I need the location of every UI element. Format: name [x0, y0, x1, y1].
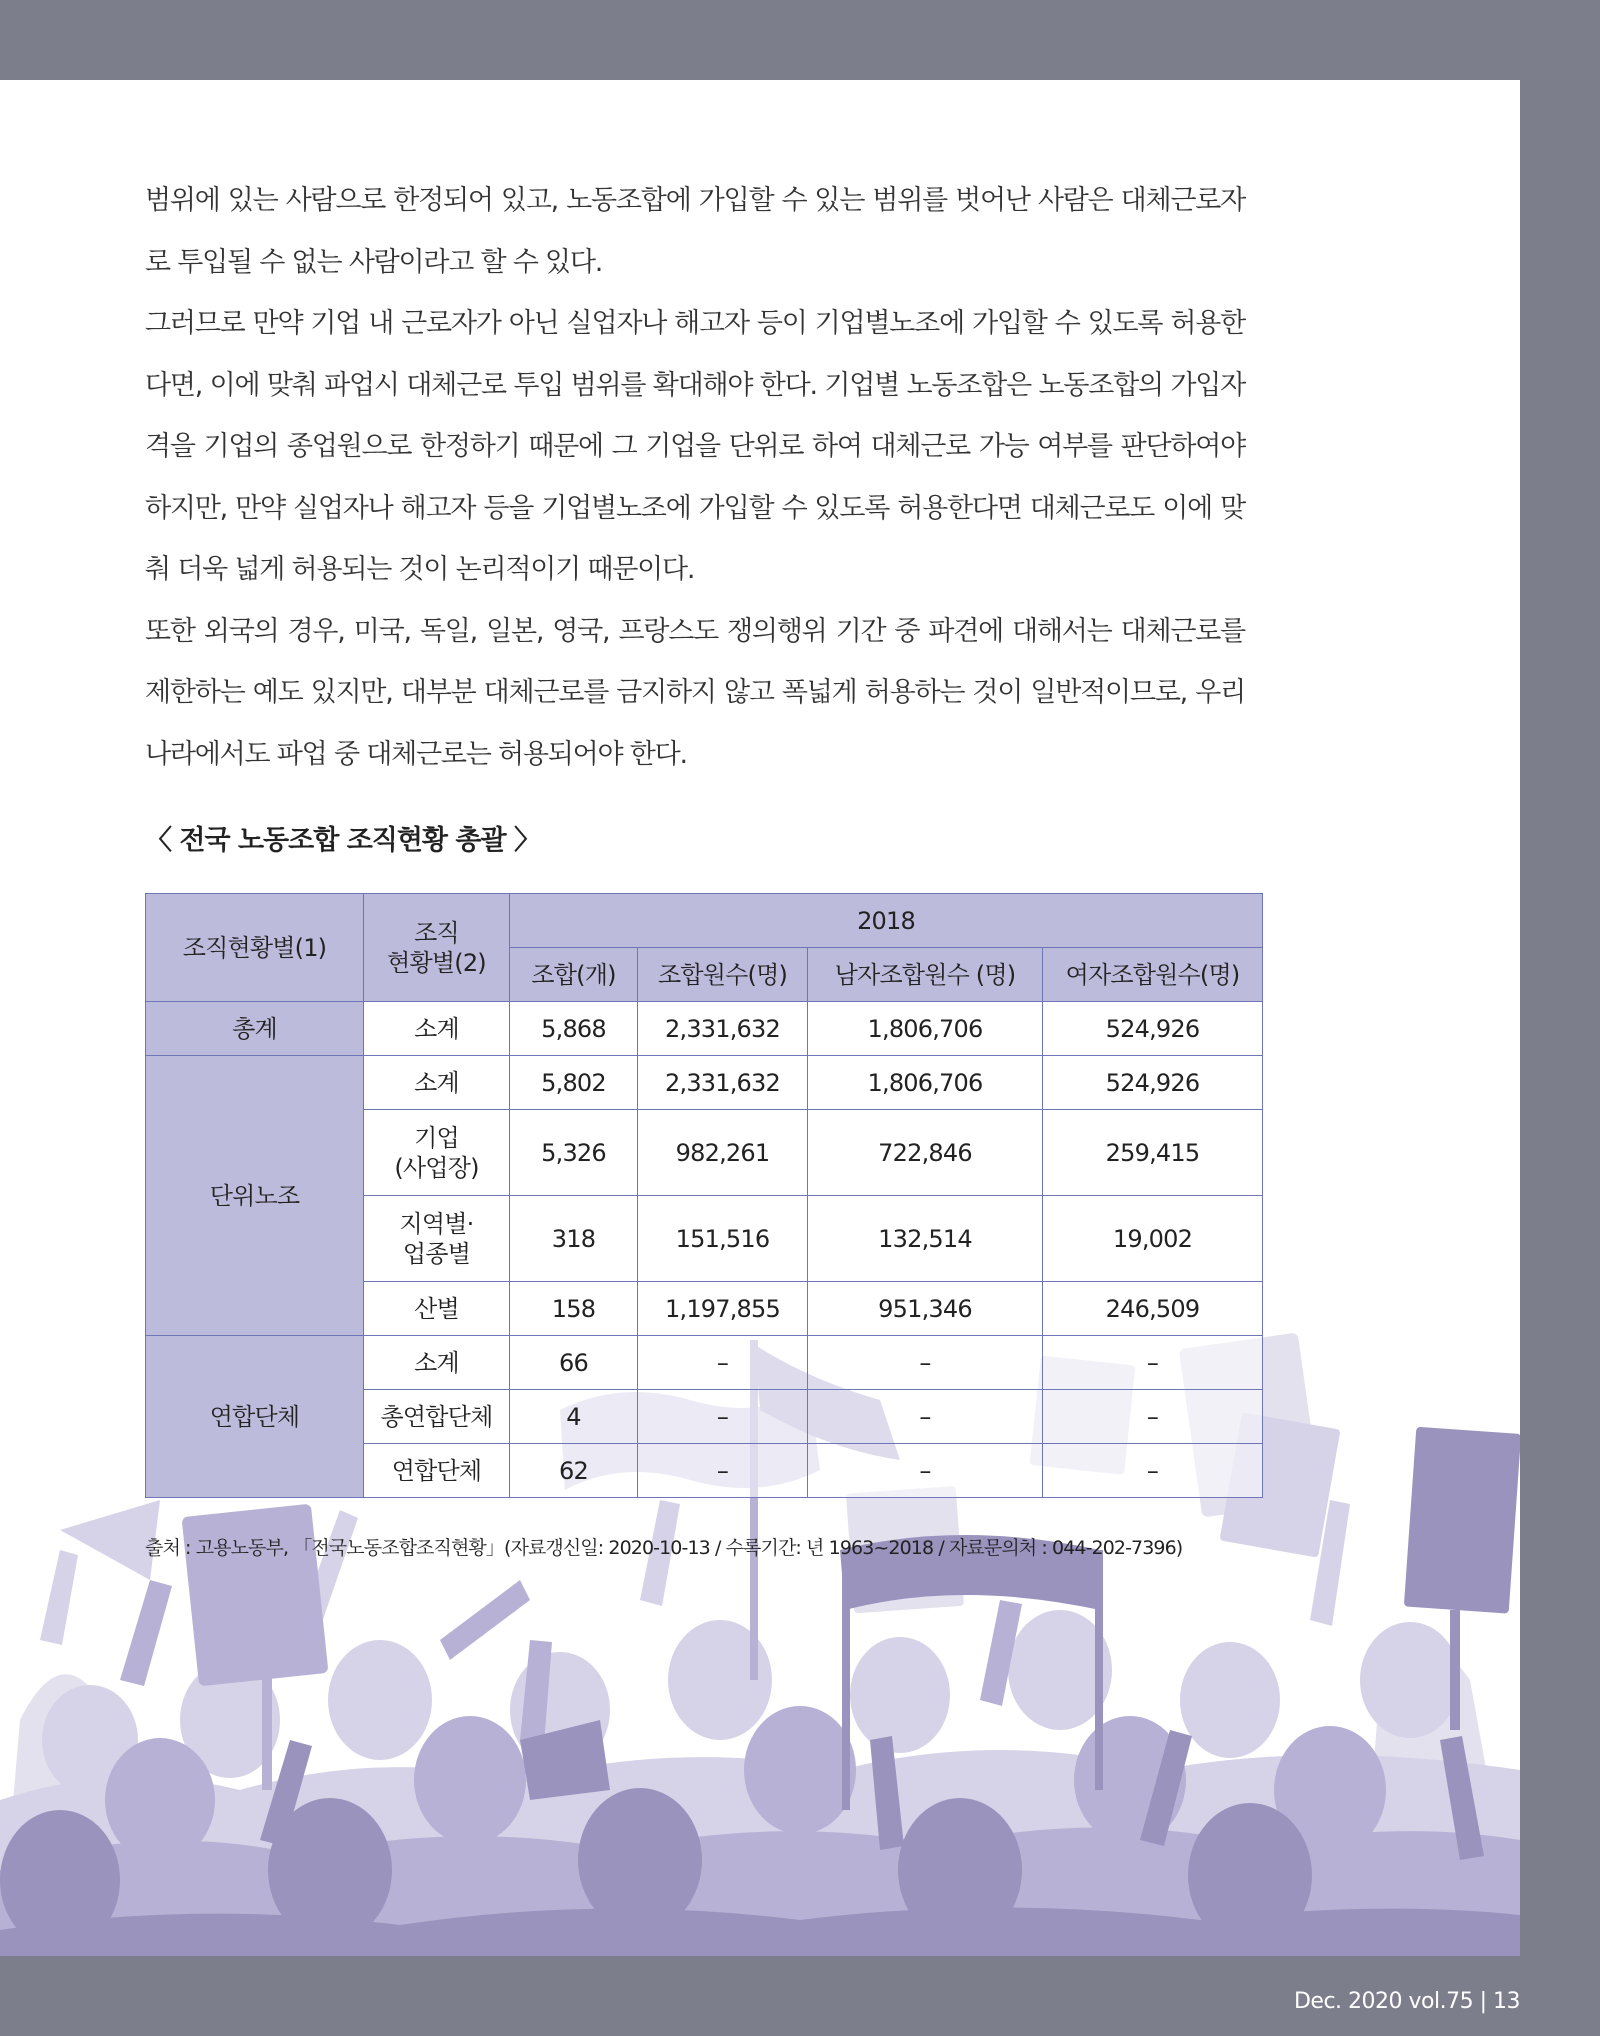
cell-unions: 5,326	[510, 1110, 638, 1196]
header-col2: 조직 현황별(2)	[364, 894, 510, 1002]
cell-male: 951,346	[808, 1282, 1043, 1336]
paragraph: 또한 외국의 경우, 미국, 독일, 일본, 영국, 프랑스도 쟁의행위 기간 중 파견에 대해서는 대체근로를 제한하는 예도 있지만, 대부분 대체근로를 금지하지 않고 폭넓게 허용하는 것이 일반적이므로, 우리나라에서도 파업 중 대체근로는 허용되어야 한다.	[145, 615, 1245, 770]
cell-unions: 5,868	[510, 1002, 638, 1056]
row-subcategory: 지역별· 업종별	[364, 1196, 510, 1282]
row-subcategory: 산별	[364, 1282, 510, 1336]
row-category: 단위노조	[146, 1056, 364, 1336]
cell-female: 259,415	[1043, 1110, 1263, 1196]
cell-female: 19,002	[1043, 1196, 1263, 1282]
cell-members: –	[638, 1390, 808, 1444]
cell-male: –	[808, 1444, 1043, 1498]
row-subcategory: 연합단체	[364, 1444, 510, 1498]
cell-male: 132,514	[808, 1196, 1043, 1282]
cell-unions: 5,802	[510, 1056, 638, 1110]
cell-members: –	[638, 1336, 808, 1390]
table-row	[146, 1056, 1263, 1110]
cell-members: 1,197,855	[638, 1282, 808, 1336]
cell-male: 1,806,706	[808, 1002, 1043, 1056]
cell-male: 722,846	[808, 1110, 1043, 1196]
cell-female: 524,926	[1043, 1002, 1263, 1056]
cell-unions: 66	[510, 1336, 638, 1390]
cell-unions: 62	[510, 1444, 638, 1498]
row-subcategory: 소계	[364, 1056, 510, 1110]
cell-male: –	[808, 1336, 1043, 1390]
cell-male: 1,806,706	[808, 1056, 1043, 1110]
paragraph: 범위에 있는 사람으로 한정되어 있고, 노동조합에 가입할 수 있는 범위를 벗어난 사람은 대체근로자로 투입될 수 없는 사람이라고 할 수 있다.	[145, 185, 1245, 278]
cell-female: 246,509	[1043, 1282, 1263, 1336]
union-status-table	[145, 893, 1263, 1498]
cell-female: 524,926	[1043, 1056, 1263, 1110]
row-subcategory: 기업 (사업장)	[364, 1110, 510, 1196]
header-year: 2018	[510, 894, 1263, 948]
table-title: 〈 전국 노동조합 조직현황 총괄 〉	[145, 825, 540, 856]
row-subcategory: 소계	[364, 1336, 510, 1390]
table-row	[146, 1002, 1263, 1056]
cell-members: 2,331,632	[638, 1002, 808, 1056]
page-footer: Dec. 2020 vol.75 | 13	[1293, 1989, 1520, 2014]
header-unions: 조합(개)	[510, 948, 638, 1002]
row-subcategory: 소계	[364, 1002, 510, 1056]
header-female-members: 여자조합원수(명)	[1043, 948, 1263, 1002]
cell-unions: 4	[510, 1390, 638, 1444]
row-subcategory: 총연합단체	[364, 1390, 510, 1444]
cell-members: 982,261	[638, 1110, 808, 1196]
header-male-members: 남자조합원수 (명)	[808, 948, 1043, 1002]
cell-members: –	[638, 1444, 808, 1498]
row-category: 연합단체	[146, 1336, 364, 1498]
cell-male: –	[808, 1390, 1043, 1444]
cell-female: –	[1043, 1444, 1263, 1498]
page	[0, 80, 1520, 1956]
paragraph: 그러므로 만약 기업 내 근로자가 아닌 실업자나 해고자 등이 기업별노조에 가입할 수 있도록 허용한다면, 이에 맞춰 파업시 대체근로 투입 범위를 확대해야 한다. 기업별 노동조합은 노동조합의 가입자격을 기업의 종업원으로 한정하기 때문에 그 기업을 단위로 하여 대체근로 가능 여부를 판단하여야 하지만, 만약 실업자나 해고자 등을 기업별노조에 가입할 수 있도록 허용한다면 대체근로도 이에 맞춰 더욱 넓게 허용되는 것이 논리적이기 때문이다.	[145, 308, 1245, 585]
cell-unions: 318	[510, 1196, 638, 1282]
cell-unions: 158	[510, 1282, 638, 1336]
cell-female: –	[1043, 1390, 1263, 1444]
table-row	[146, 1336, 1263, 1390]
cell-female: –	[1043, 1336, 1263, 1390]
header-col1: 조직현황별(1)	[146, 894, 364, 1002]
row-category: 총계	[146, 1002, 364, 1056]
cell-members: 151,516	[638, 1196, 808, 1282]
cell-members: 2,331,632	[638, 1056, 808, 1110]
header-members: 조합원수(명)	[638, 948, 808, 1002]
source-note: 출처 : 고용노동부, 「전국노동조합조직현황」(자료갱신일: 2020-10-13 / 수록기간: 년 1963~2018 / 자료문의처 : 044-202-7396)	[145, 1537, 1183, 1559]
